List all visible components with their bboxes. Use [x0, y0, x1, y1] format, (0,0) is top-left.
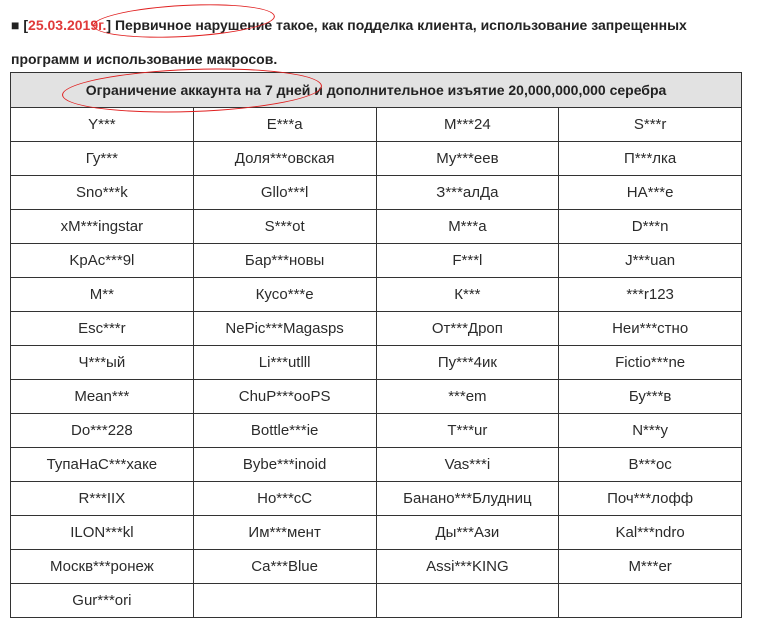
- table-cell: ТупаНаС***хаке: [11, 448, 194, 482]
- table-cell: E***a: [193, 108, 376, 142]
- table-cell: НА***е: [559, 176, 742, 210]
- table-row: [11, 380, 742, 414]
- table-cell: [193, 584, 376, 618]
- table-cell: Доля***овская: [193, 142, 376, 176]
- penalty-table: [10, 72, 742, 618]
- table-cell: Гу***: [11, 142, 194, 176]
- table-cell: N***y: [559, 414, 742, 448]
- bracket-open: [: [23, 17, 29, 33]
- table-cell: Ca***Blue: [193, 550, 376, 584]
- table-cell: Му***еев: [376, 142, 559, 176]
- table-cell: Пу***4ик: [376, 346, 559, 380]
- table-cell: Vas***i: [376, 448, 559, 482]
- table-row: [11, 550, 742, 584]
- notice-paragraph: [11, 8, 751, 76]
- table-row: [11, 176, 742, 210]
- table-cell: [376, 584, 559, 618]
- table-row: [11, 278, 742, 312]
- table-row: [11, 414, 742, 448]
- table-cell: D***n: [559, 210, 742, 244]
- table-cell: Бу***в: [559, 380, 742, 414]
- table-cell: Fictio***ne: [559, 346, 742, 380]
- table-row: [11, 312, 742, 346]
- table-cell: S***r: [559, 108, 742, 142]
- table-cell: T***ur: [376, 414, 559, 448]
- table-cell: M***er: [559, 550, 742, 584]
- table-row: [11, 210, 742, 244]
- notice-date: 25.03.2019г.: [28, 17, 107, 33]
- table-row: [11, 108, 742, 142]
- table-cell: Кусо***е: [193, 278, 376, 312]
- table-cell: Ho***cC: [193, 482, 376, 516]
- table-row: [11, 448, 742, 482]
- table-cell: Gur***ori: [11, 584, 194, 618]
- table-cell: Неи***стно: [559, 312, 742, 346]
- table-cell: Assi***KING: [376, 550, 559, 584]
- table-cell: Esc***r: [11, 312, 194, 346]
- table-row: [11, 142, 742, 176]
- table-cell: J***uan: [559, 244, 742, 278]
- table-cell: M***24: [376, 108, 559, 142]
- table-cell: Sno***k: [11, 176, 194, 210]
- table-cell: Bottle***ie: [193, 414, 376, 448]
- table-cell: S***ot: [193, 210, 376, 244]
- table-cell: Банано***Блудниц: [376, 482, 559, 516]
- table-cell: Y***: [11, 108, 194, 142]
- table-cell: Бар***новы: [193, 244, 376, 278]
- table-cell: ***em: [376, 380, 559, 414]
- table-cell: З***алДа: [376, 176, 559, 210]
- notice-text: Первичное нарушение такое, как подделка клиента, использование запрещенных программ и использование макросов.: [11, 17, 687, 67]
- table-cell: M**: [11, 278, 194, 312]
- table-cell: Поч***лофф: [559, 482, 742, 516]
- table-cell: ***r123: [559, 278, 742, 312]
- table-cell: ILON***kl: [11, 516, 194, 550]
- table-cell: Ч***ый: [11, 346, 194, 380]
- table-header-row: [11, 73, 742, 108]
- table-cell: Do***228: [11, 414, 194, 448]
- table-cell: [559, 584, 742, 618]
- table-cell: Ды***Ази: [376, 516, 559, 550]
- table-cell: Москв***ронеж: [11, 550, 194, 584]
- table-cell: Bybe***inoid: [193, 448, 376, 482]
- table-cell: R***IIX: [11, 482, 194, 516]
- table-header: Ограничение аккаунта на 7 дней и дополнительное изъятие 20,000,000,000 серебра: [11, 73, 742, 108]
- table-cell: Kal***ndro: [559, 516, 742, 550]
- table-cell: NePic***Magasps: [193, 312, 376, 346]
- table-cell: П***лка: [559, 142, 742, 176]
- table-cell: Li***utlll: [193, 346, 376, 380]
- table-row: [11, 584, 742, 618]
- table-cell: xM***ingstar: [11, 210, 194, 244]
- table-cell: К***: [376, 278, 559, 312]
- table-cell: Им***мент: [193, 516, 376, 550]
- table-cell: Mean***: [11, 380, 194, 414]
- table-row: [11, 244, 742, 278]
- table-cell: От***Дроп: [376, 312, 559, 346]
- table-cell: Gllo***l: [193, 176, 376, 210]
- table-row: [11, 482, 742, 516]
- table-cell: F***l: [376, 244, 559, 278]
- bullet-square-icon: ■: [11, 17, 20, 33]
- table-row: [11, 346, 742, 380]
- table-cell: B***oc: [559, 448, 742, 482]
- table-cell: ChuP***ooPS: [193, 380, 376, 414]
- table-cell: M***a: [376, 210, 559, 244]
- table-cell: KpAc***9l: [11, 244, 194, 278]
- table-row: [11, 516, 742, 550]
- bracket-close: ]: [106, 17, 112, 33]
